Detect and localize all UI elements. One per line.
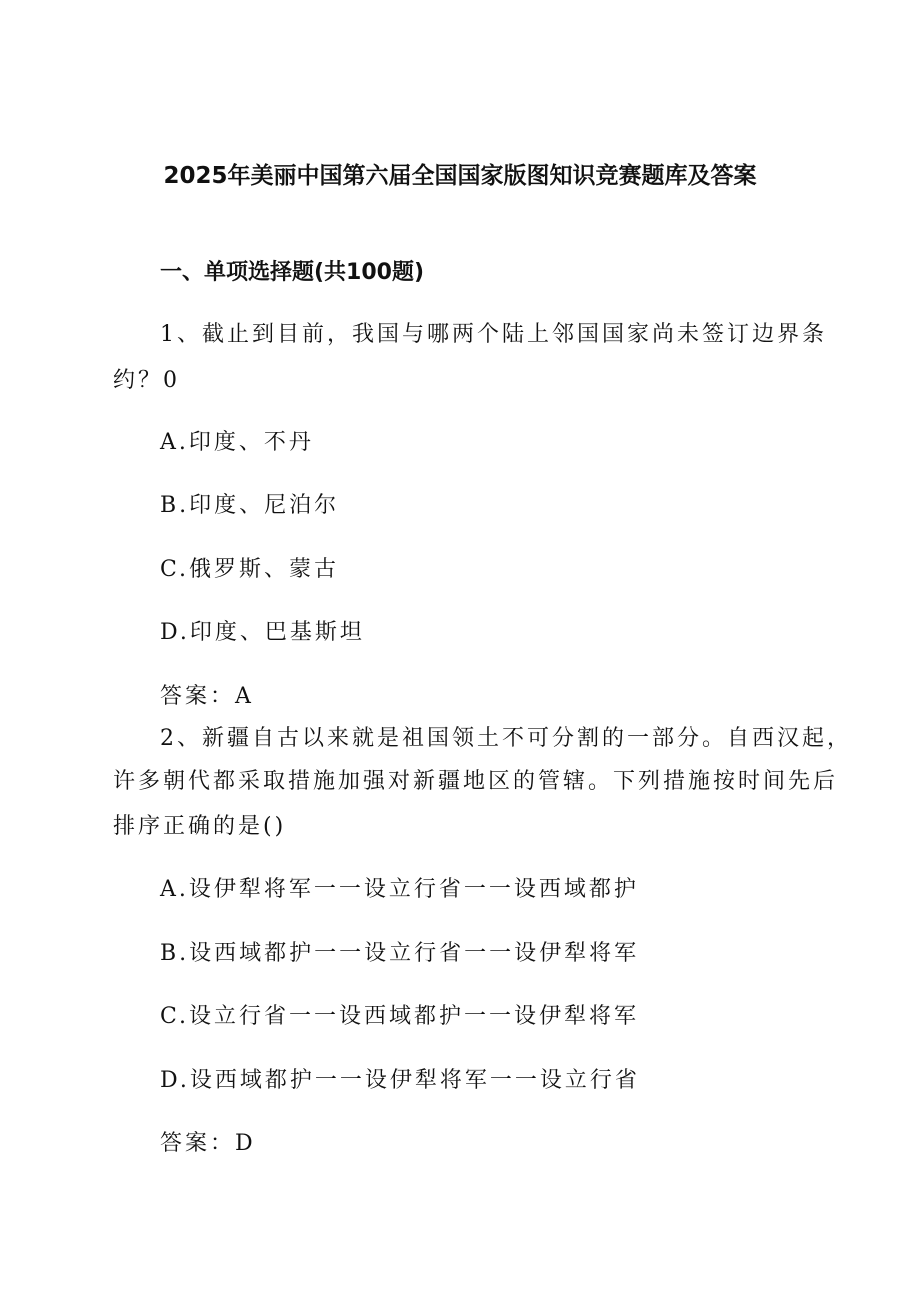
question-1-option-d: D.印度、巴基斯坦 [160, 620, 365, 645]
section-heading: 一、单项选择题(共100题) [160, 260, 425, 285]
question-2-stem-line-3: 排序正确的是() [113, 814, 287, 839]
document-title: 2025年美丽中国第六届全国国家版图知识竞赛题库及答案 [163, 163, 757, 189]
question-2-option-c: C.设立行省一一设西域都护一一设伊犁将军 [160, 1004, 640, 1029]
question-2-option-b: B.设西域都护一一设立行省一一设伊犁将军 [160, 941, 640, 966]
question-1-option-a: A.印度、不丹 [160, 430, 314, 455]
question-1-option-b: B.印度、尼泊尔 [160, 493, 340, 518]
question-2-option-d: D.设西域都护一一设伊犁将军一一设立行省 [160, 1068, 640, 1093]
question-2-option-a: A.设伊犁将军一一设立行省一一设西域都护 [160, 877, 639, 902]
question-1-option-c: C.俄罗斯、蒙古 [160, 557, 340, 582]
question-2-answer: 答案：D [160, 1131, 256, 1156]
question-1-stem-line-2: 约？0 [113, 368, 180, 393]
question-1-answer: 答案：A [160, 684, 254, 709]
question-2-stem-line-1: 2、新疆自古以来就是祖国领土不可分割的一部分。自西汉起， [160, 726, 852, 751]
question-2-stem-line-2: 许多朝代都采取措施加强对新疆地区的管辖。下列措施按时间先后 [113, 769, 839, 794]
question-1-stem-line-1: 1、截止到目前，我国与哪两个陆上邻国国家尚未签订边界条 [160, 322, 827, 347]
